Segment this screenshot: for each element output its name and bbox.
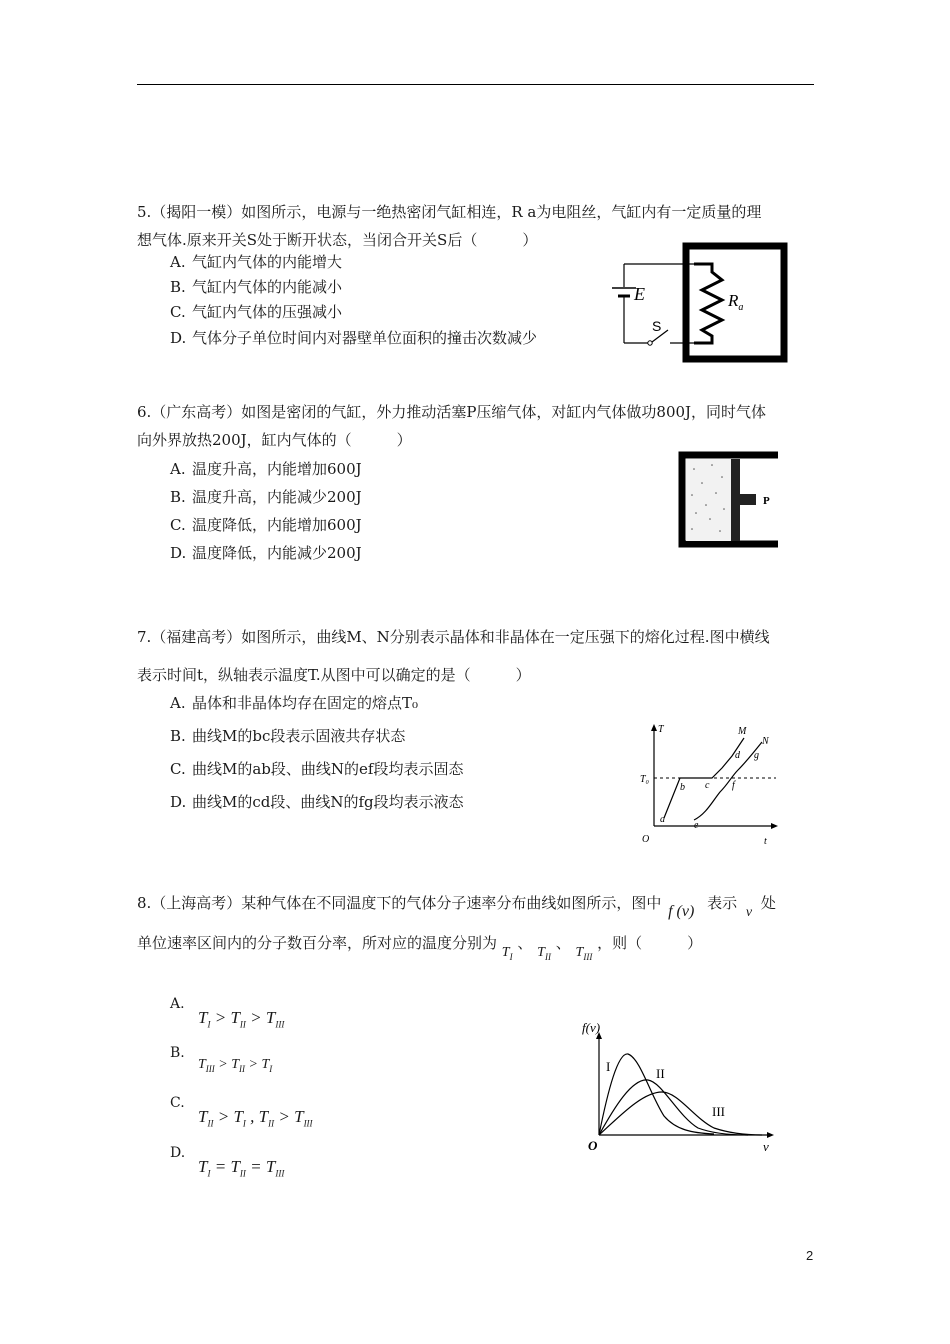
v-symbol: v [745,905,753,920]
question-8-distribution-graph [582,1020,782,1155]
curve-m-label: M [738,726,747,737]
origin-label: O [642,834,650,845]
t0-label: T₀ [640,774,650,785]
question-7-stem-line1: 7.（福建高考）如图所示，曲线M、N分别表示晶体和非晶体在一定压强下的熔化过程.图中横线 [137,628,770,646]
curve-ii-label: II [656,1066,665,1081]
y-axis-label: T [658,724,664,735]
curve-i-label: I [606,1059,611,1074]
question-5-stem-line1: 5.（揭阳一模）如图所示，电源与一绝热密闭气缸相连，R a为电阻丝，气缸内有一定质量的理 [137,203,762,221]
battery-label: E [634,284,645,304]
header-rule [137,84,814,85]
piston-label: P [763,495,770,507]
piston-rod [740,494,756,505]
x-axis-label: t [764,836,767,847]
question-5-circuit-figure [600,240,790,365]
gas-region [686,459,736,541]
question-7-option-b: B. 曲线M的bc段表示固液共存状态 [170,727,406,745]
question-7-melting-graph [636,722,781,850]
x-axis-label: v [763,1139,769,1154]
question-6 [137,398,817,454]
y-axis-label: f(v) [582,1020,601,1035]
point-d: d [735,750,740,761]
question-5-option-d: D. 气体分子单位时间内对器壁单位面积的撞击次数减少 [170,329,538,347]
point-g: g [754,750,759,761]
question-7-option-c: C. 曲线M的ab段、曲线N的ef段均表示固态 [170,760,464,778]
question-6-stem-line1: 6.（广东高考）如图是密闭的气缸，外力推动活塞P压缩气体，对缸内气体做功800J，同时气体 [137,403,767,421]
question-8-stem-line1: 8.（上海高考）某种气体在不同温度下的气体分子速率分布曲线如图所示，图中 f (v) 表示 v 处 [137,894,776,920]
point-c: c [705,780,710,791]
resistor-label: $R_a$ [728,291,744,313]
question-6-option-d: D. 温度降低，内能减少200J [170,544,362,562]
piston-p [731,459,740,541]
question-6-option-c: C. 温度降低，内能增加600J [170,516,362,534]
question-8 [137,888,817,964]
question-7 [137,618,817,694]
curve-n-label: N [762,736,769,747]
page-number: 2 [806,1248,814,1263]
question-8-stem-line2: 单位速率区间内的分子数百分率，所对应的温度分别为 $T_I$ 、 $T_{II}$ 、 $T_{III}$ ，则（ ） [137,934,703,962]
curve-ii [599,1080,748,1135]
question-6-stem-line2: 向外界放热200J，缸内气体的（ ） [137,431,412,449]
fv-symbol: f (v) [668,903,695,920]
point-a: a [660,814,665,825]
question-6-option-a: A. 温度升高，内能增加600J [170,460,362,478]
point-b: b [680,782,685,793]
question-5-stem-line2: 想气体.原来开关S处于断开状态，当闭合开关S后（ ） [137,231,538,249]
question-6-option-b: B. 温度升高，内能减少200J [170,488,362,506]
question-7-option-d: D. 曲线M的cd段、曲线N的fg段均表示液态 [170,793,464,811]
question-7-option-a: A. 晶体和非晶体均存在固定的熔点T₀ [170,694,419,712]
question-5-option-b: B. 气缸内气体的内能减小 [170,278,343,296]
switch-label: S [652,318,662,334]
question-6-cylinder-figure [674,447,784,552]
point-e: e [694,820,699,831]
question-7-stem-line2: 表示时间t，纵轴表示温度T.从图中可以确定的是（ ） [137,666,531,684]
resistor-zigzag [694,264,722,343]
origin-label: O [588,1138,598,1153]
curve-iii-label: III [712,1104,725,1119]
point-f: f [732,780,735,791]
question-5-option-c: C. 气缸内气体的压强减小 [170,303,343,321]
question-5-option-a: A. 气缸内气体的内能增大 [170,253,343,271]
